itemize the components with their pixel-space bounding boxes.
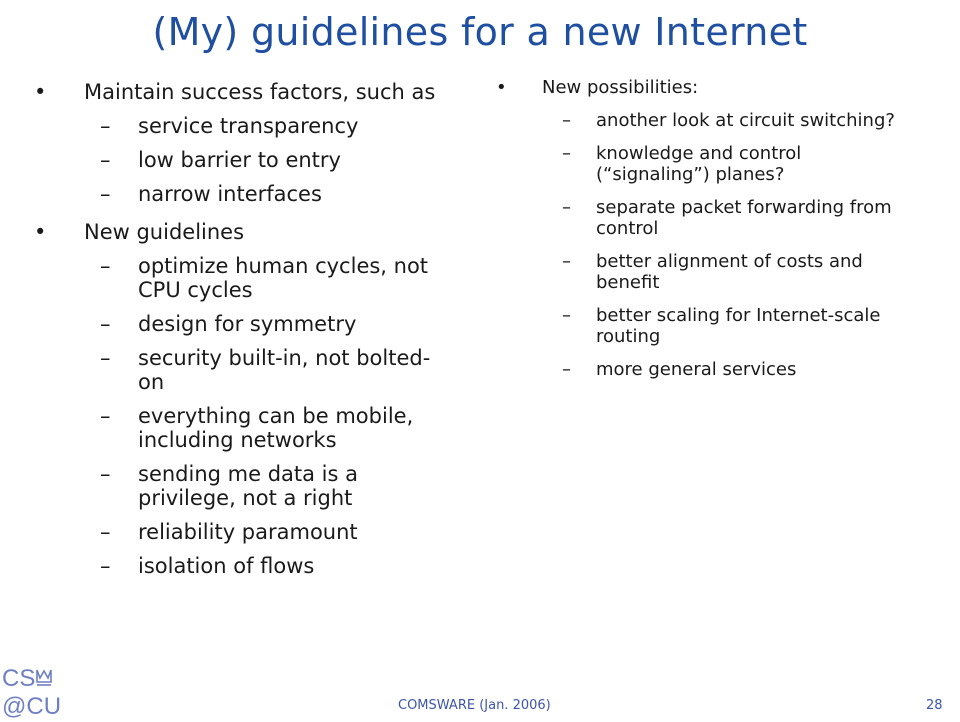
dash-icon: – xyxy=(562,197,571,218)
sub-bullet: – everything can be mobile, including networks xyxy=(100,404,414,452)
sub-bullet: – service transparency xyxy=(100,114,359,138)
sub-bullet: – sending me data is a privilege, not a right xyxy=(100,462,358,510)
bullet-icon: • xyxy=(496,77,507,98)
sub-bullet: – security built-in, not bolted-on xyxy=(100,346,431,394)
right-column xyxy=(496,77,906,380)
footer-caption: COMSWARE (Jan. 2006) xyxy=(398,698,551,713)
sub-bullet: – separate packet forwarding from control xyxy=(562,197,892,239)
dash-icon: – xyxy=(562,359,571,380)
page-number: 28 xyxy=(926,698,943,713)
bullet-group-new-guidelines xyxy=(34,220,454,578)
sub-bullet: – low barrier to entry xyxy=(100,148,341,172)
cs-cu-logo xyxy=(0,664,62,718)
dash-icon: – xyxy=(100,462,111,486)
bullet-heading: New possibilities: xyxy=(542,77,699,98)
sub-bullet: – isolation of flows xyxy=(100,554,315,578)
dash-icon: – xyxy=(100,114,111,138)
dash-icon: – xyxy=(100,346,111,370)
crown-icon xyxy=(37,670,51,685)
logo-cu-text: @CU xyxy=(2,693,62,718)
sub-bullet: – knowledge and control (“signaling”) planes? xyxy=(562,143,802,185)
bullet-icon: • xyxy=(34,80,47,104)
dash-icon: – xyxy=(100,148,111,172)
dash-icon: – xyxy=(562,251,571,272)
sub-bullet: – more general services xyxy=(562,359,797,380)
sub-bullet: – better alignment of costs and benefit xyxy=(562,251,863,293)
dash-icon: – xyxy=(562,305,571,326)
logo-cs-text: CS xyxy=(2,665,36,692)
cs-cu-logo-svg xyxy=(0,664,62,718)
dash-icon: – xyxy=(100,182,111,206)
dash-icon: – xyxy=(562,143,571,164)
dash-icon: – xyxy=(562,110,571,131)
sub-bullet: – design for symmetry xyxy=(100,312,357,336)
dash-icon: – xyxy=(100,520,111,544)
bullet-group-success-factors xyxy=(34,80,454,206)
sub-bullet: – optimize human cycles, not CPU cycles xyxy=(100,254,429,302)
sub-bullet: – narrow interfaces xyxy=(100,182,322,206)
bullet-group-new-possibilities xyxy=(496,77,906,380)
dash-icon: – xyxy=(100,312,111,336)
dash-icon: – xyxy=(100,404,111,428)
left-column xyxy=(34,80,454,592)
bullet-icon: • xyxy=(34,220,47,244)
sub-bullet: – better scaling for Internet-scale routing xyxy=(562,305,881,347)
slide-title: (My) guidelines for a new Internet xyxy=(152,10,808,54)
bullet-heading: New guidelines xyxy=(84,220,245,244)
bullet-heading: Maintain success factors, such as xyxy=(84,80,436,104)
sub-bullet: – another look at circuit switching? xyxy=(562,110,895,131)
dash-icon: – xyxy=(100,254,111,278)
sub-bullet: – reliability paramount xyxy=(100,520,358,544)
dash-icon: – xyxy=(100,554,111,578)
